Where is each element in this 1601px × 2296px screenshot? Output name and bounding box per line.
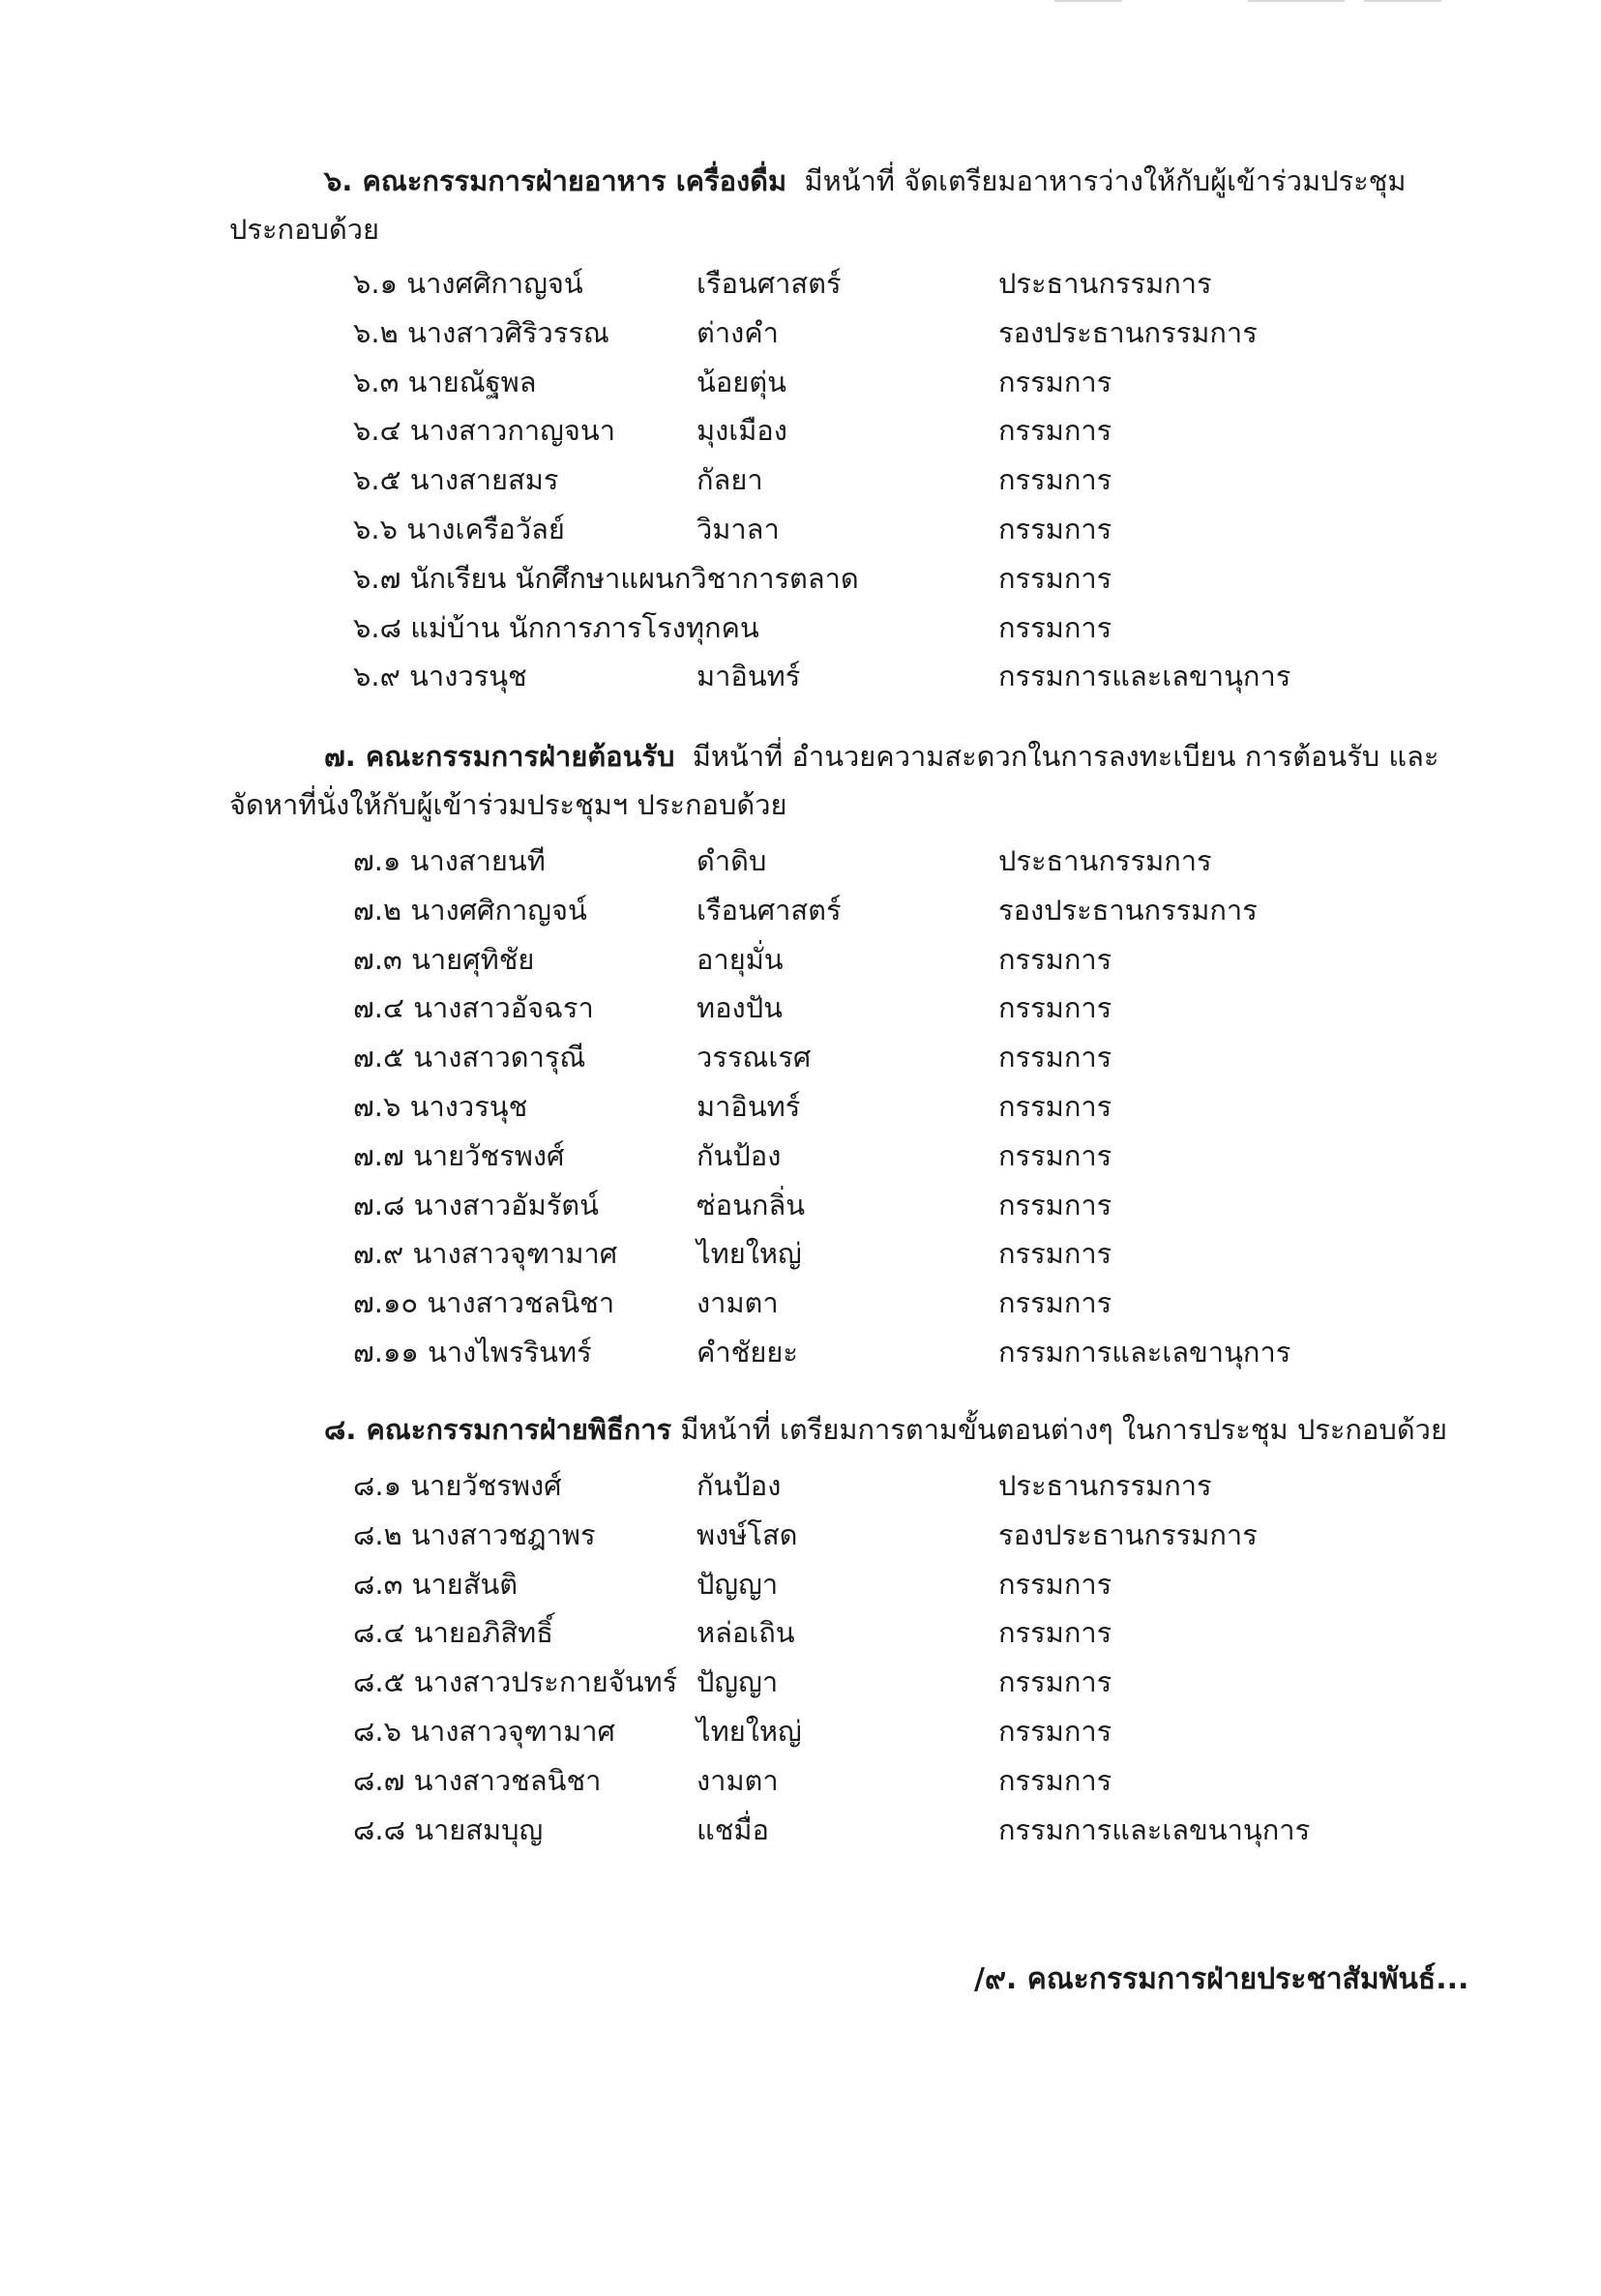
scan-artifact [1054,0,1122,2]
member-row [0,603,1601,652]
member-row [0,1033,1601,1081]
member-number-and-firstname [353,406,615,455]
member-row [0,1181,1601,1229]
member-row [0,1461,1601,1510]
member-role: กรรมการ [998,1138,1112,1172]
member-number-and-firstname [353,554,859,603]
member-number: ๗.๑ [353,844,401,877]
member-role: ประธานกรรมการ [998,844,1212,877]
section-6-heading: ๖. คณะกรรมการฝ่ายอาหาร เครื่องดื่ม [324,164,787,197]
member-row [0,1279,1601,1327]
member-row [0,1756,1601,1805]
member-number: ๖.๖ [353,513,399,545]
member-number-and-firstname [353,652,527,700]
member-row [0,1707,1601,1755]
member-role: กรรมการ [998,561,1112,595]
member-number-and-firstname [353,837,546,885]
member-first-name: นางสาวอัจฉรา [413,991,594,1025]
member-first-name: นางศศิกาญจน์ [406,267,583,300]
member-number: ๘.๓ [353,1567,403,1601]
member-row [0,837,1601,885]
member-last-name: อายุมั่น [697,942,784,976]
member-first-name: แม่บ้าน นักการภารโรงทุกคน [410,610,759,644]
member-number: ๗.๑๑ [353,1336,419,1369]
member-row [0,1511,1601,1559]
member-last-name: เรือนศาสตร์ [697,893,842,927]
member-last-name: ไทยใหญ่ [697,1237,802,1271]
member-first-name: นางสาวจุฑามาศ [412,1237,618,1271]
member-number-and-firstname [353,1132,564,1180]
member-number: ๘.๑ [353,1469,401,1502]
member-first-name: นายสันติ [411,1567,519,1601]
member-first-name: นางวรนุช [409,1090,528,1123]
section-8-heading: ๘. คณะกรรมการฝ่ายพิธีการ [324,1413,672,1446]
member-first-name: นางสาวชฎาพร [410,1517,596,1551]
member-role: กรรมการ [998,1237,1112,1271]
member-role: กรรมการ [998,1041,1112,1074]
member-row [0,1560,1601,1608]
continuation-footer: /๙. คณะกรรมการฝ่ายประชาสัมพันธ์... [974,1962,1469,1996]
member-number-and-firstname [353,1033,585,1081]
member-number-and-firstname [353,603,759,652]
section-8-paragraph [229,1405,1448,1454]
member-first-name: นางสาวศิริวรรณ [406,315,609,349]
member-row [0,1608,1601,1657]
member-number: ๗.๖ [353,1090,401,1123]
member-role: กรรมการ [998,1090,1112,1123]
member-role: กรรมการ [998,365,1112,398]
member-row [0,1132,1601,1180]
member-last-name: ซ่อนกลิ่น [697,1188,806,1222]
member-last-name: น้อยตุ่น [697,365,786,398]
member-first-name: นางสายนที [409,844,546,877]
member-number-and-firstname [353,1806,543,1854]
member-role: รองประธานกรรมการ [998,893,1258,927]
member-number-and-firstname [353,1461,562,1510]
member-last-name: ดำดิบ [697,844,767,877]
member-number: ๗.๙ [353,1237,404,1271]
member-row [0,1806,1601,1854]
member-role: กรรมการ [998,414,1112,448]
member-first-name: นางวรนุช [409,660,527,693]
member-role: กรรมการ [998,942,1112,976]
member-role: กรรมการ [998,991,1112,1025]
member-first-name: นางเครือวัลย์ [406,513,565,545]
member-number: ๖.๑ [353,267,399,300]
member-role: กรรมการ [998,1715,1112,1748]
member-last-name: กันป้อง [697,1469,782,1502]
member-role: กรรมการ [998,463,1112,497]
member-role: กรรมการ [998,1665,1112,1699]
member-first-name: นางสาวดารุณี [413,1041,586,1074]
member-first-name: นายสมบุญ [414,1812,544,1846]
section-8-duty: มีหน้าที่ เตรียมการตามขั้นตอนต่างๆ ในการประชุม ประกอบด้วย [680,1413,1447,1446]
member-first-name: นางสาวประกายจันทร์ [413,1665,678,1699]
member-number-and-firstname [353,1560,518,1608]
section-6-duty-cont: ประกอบด้วย [229,213,380,246]
member-last-name: วรรณเรศ [697,1041,812,1074]
member-number: ๖.๙ [353,660,400,693]
member-number: ๘.๒ [353,1517,402,1551]
member-role: กรรมการ [998,1616,1112,1650]
member-last-name: งามตา [697,1286,779,1320]
member-first-name: นางสาวจุฑามาศ [410,1715,615,1748]
member-row [0,935,1601,984]
member-first-name: นางศศิกาญจน์ [410,893,587,927]
member-first-name: นางสายสมร [409,463,559,497]
member-number-and-firstname [353,358,537,406]
member-first-name: นายศุทิชัย [411,942,535,976]
member-number: ๗.๘ [353,1188,405,1222]
scan-artifact [1248,0,1345,2]
member-last-name: งามตา [697,1763,779,1797]
member-number-and-firstname [353,935,534,984]
member-role: รองประธานกรรมการ [998,315,1258,349]
member-last-name: แชมื่อ [697,1812,769,1846]
member-number-and-firstname [353,259,583,308]
member-number-and-firstname [353,1707,615,1755]
member-number: ๗.๒ [353,893,402,927]
member-last-name: กันป้อง [697,1138,782,1172]
member-last-name: มาอินทร์ [697,1090,801,1123]
member-number-and-firstname [353,1279,614,1327]
member-number: ๖.๔ [353,414,401,448]
member-number-and-firstname [353,456,558,504]
member-row [0,1229,1601,1278]
member-first-name: นายณัฐพล [407,365,537,398]
member-number: ๗.๕ [353,1041,404,1074]
member-row [0,984,1601,1032]
member-row [0,652,1601,700]
member-number-and-firstname [353,1756,601,1805]
member-row [0,309,1601,357]
section-7-paragraph [229,732,1448,829]
member-first-name: นายวัชรพงศ์ [413,1138,565,1172]
member-last-name: มาอินทร์ [697,660,801,693]
member-first-name: นายอภิสิทธิ์ [413,1616,553,1650]
member-number-and-firstname [353,505,565,553]
member-role: กรรมการ [998,513,1112,545]
member-role: กรรมการและเลขนานุการ [998,1812,1311,1846]
member-last-name: ปัญญา [697,1665,779,1699]
member-number: ๘.๗ [353,1763,405,1797]
member-row [0,456,1601,504]
member-row [0,406,1601,455]
member-number: ๗.๓ [353,942,402,976]
member-last-name: ต่างคำ [697,315,779,349]
member-first-name: นางสาวกาญจนา [409,414,615,448]
member-row [0,1658,1601,1706]
member-first-name: นางไพรรินทร์ [428,1336,592,1369]
member-number: ๗.๑๐ [353,1286,419,1320]
member-role: กรรมการ [998,1763,1112,1797]
member-row [0,358,1601,406]
member-number-and-firstname [353,984,594,1032]
member-row [0,1082,1601,1131]
member-number-and-firstname [353,1511,596,1559]
member-row [0,554,1601,603]
member-number: ๖.๘ [353,610,401,644]
member-last-name: กัลยา [697,463,763,497]
member-role: กรรมการและเลขานุการ [998,1336,1291,1369]
member-number: ๘.๖ [353,1715,401,1748]
member-first-name: นายวัชรพงศ์ [410,1469,562,1502]
member-number: ๖.๕ [353,463,401,497]
member-number-and-firstname [353,1181,599,1229]
member-last-name: หล่อเถิน [697,1616,795,1650]
member-last-name: พงษ์โสด [697,1517,798,1551]
member-role: กรรมการ [998,1567,1112,1601]
member-row [0,505,1601,553]
member-number-and-firstname [353,886,587,934]
scan-artifact [1364,0,1441,2]
member-number-and-firstname [353,1608,553,1657]
member-number-and-firstname [353,309,609,357]
section-7-duty: มีหน้าที่ อำนวยความสะดวกในการลงทะเบียน การต้อนรับ และ [692,740,1439,773]
member-number: ๖.๗ [353,561,401,595]
member-number-and-firstname [353,1658,677,1706]
member-last-name: มุงเมือง [697,414,787,448]
member-role: กรรมการและเลขานุการ [998,660,1291,693]
member-first-name: นางสาวชลนิชา [427,1286,615,1320]
member-last-name: ปัญญา [697,1567,779,1601]
member-last-name: เรือนศาสตร์ [697,267,842,300]
section-6-duty: มีหน้าที่ จัดเตรียมอาหารว่างให้กับผู้เข้าร่วมประชุม [804,164,1407,197]
member-number: ๗.๔ [353,991,404,1025]
member-number: ๖.๒ [353,315,399,349]
member-number: ๖.๓ [353,365,400,398]
member-row [0,259,1601,308]
member-number: ๗.๗ [353,1138,404,1172]
member-number-and-firstname [353,1229,617,1278]
member-last-name: ไทยใหญ่ [697,1715,802,1748]
member-first-name: นักเรียน นักศึกษาแผนกวิชาการตลาด [409,561,859,595]
member-role: ประธานกรรมการ [998,1469,1212,1502]
member-last-name: วิมาลา [697,513,780,545]
member-row [0,1328,1601,1376]
member-role: กรรมการ [998,1188,1112,1222]
section-6-paragraph [229,157,1448,253]
member-role: กรรมการ [998,1286,1112,1320]
member-number-and-firstname [353,1082,527,1131]
member-last-name: คำชัยยะ [697,1336,798,1369]
member-role: รองประธานกรรมการ [998,1517,1258,1551]
member-role: กรรมการ [998,610,1112,644]
member-row [0,886,1601,934]
member-first-name: นางสาวอัมรัตน์ [413,1188,599,1222]
member-role: ประธานกรรมการ [998,267,1212,300]
member-first-name: นางสาวชลนิชา [413,1763,602,1797]
member-number-and-firstname [353,1328,592,1376]
member-number: ๘.๔ [353,1616,405,1650]
section-7-heading: ๗. คณะกรรมการฝ่ายต้อนรับ [324,740,675,773]
member-number: ๘.๘ [353,1812,405,1846]
member-number: ๘.๕ [353,1665,405,1699]
section-7-duty-cont: จัดหาที่นั่งให้กับผู้เข้าร่วมประชุมฯ ประกอบด้วย [229,788,787,821]
member-last-name: ทองปัน [697,991,783,1025]
